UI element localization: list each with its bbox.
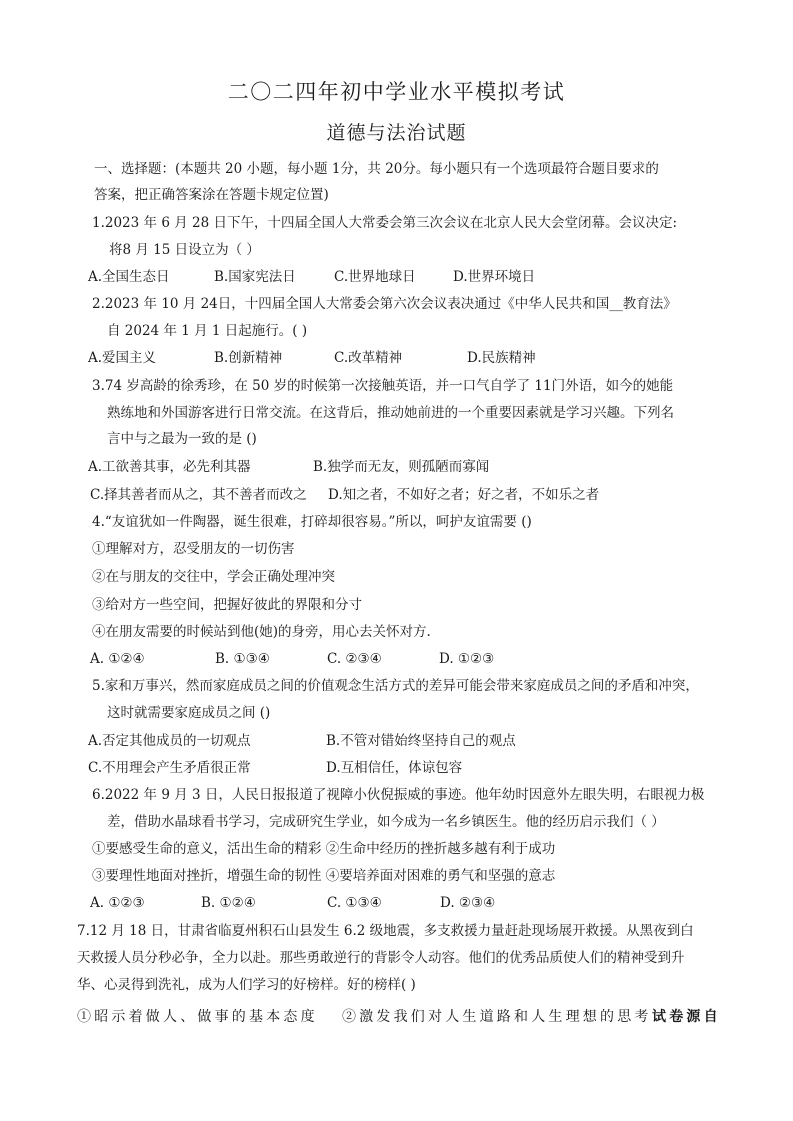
q7-stem-line1: 7.12 月 18 日，甘肃省临夏州积石山县发生 6.2 级地震，多支救援力量赶赴现场展开救援。从黑夜到白 bbox=[77, 923, 694, 939]
q2-stem-line1: 2.2023 年 10 月 24日，十四届全国人大常委会第六次会议表决通过《中华人民共和国__教育法》 bbox=[92, 296, 677, 312]
q3-stem-line3: 言中与之最为一致的是 () bbox=[107, 431, 257, 447]
q6-option-c: C. ①③④ bbox=[327, 895, 382, 911]
q3-option-a: A.工欲善其事，必先利其器 bbox=[88, 459, 251, 475]
section-instruction-line2: 答案，把正确答案涂在答题卡规定位置) bbox=[94, 187, 329, 203]
q1-option-c: C.世界地球日 bbox=[334, 269, 416, 285]
q4-option-a: A. ①②④ bbox=[90, 651, 145, 667]
q3-stem-line2: 熟练地和外国游客进行日常交流。在这背后，推动她前进的一个重要因素就是学习兴趣。下列名 bbox=[107, 405, 674, 421]
q4-option-c: C. ②③④ bbox=[327, 651, 382, 667]
q7-stem-line2: 天救援人员分秒必争，全力以赴。那些勇敢逆行的背影令人动容。他们的优秀品质使人们的精神受到升 bbox=[77, 950, 685, 966]
q4-option-d: D. ①②③ bbox=[439, 651, 495, 667]
q6-option-a: A. ①②③ bbox=[90, 895, 145, 911]
watermark-text: 试卷源自 bbox=[652, 1009, 721, 1025]
q4-item-3: ③给对方一些空间，把握好彼此的界限和分寸 bbox=[92, 597, 362, 613]
q6-items-line2: ③要理性地面对挫折，增强生命的韧性 ④要培养面对困难的勇气和坚强的意志 bbox=[92, 868, 556, 884]
q1-option-a: A.全国生态日 bbox=[88, 269, 170, 285]
q1-stem-line1: 1.2023 年 6 月 28 日下午，十四届全国人大常委会第三次会议在北京人民大会堂闭幕。会议决定: bbox=[92, 215, 678, 231]
q6-option-b: B. ①②④ bbox=[201, 895, 256, 911]
q6-stem-line2: 差，借助水晶球看书学习，完成研究生学业，如今成为一名乡镇医生。他的经历启示我们（ ） bbox=[107, 814, 665, 830]
q5-stem-line1: 5.家和万事兴，然而家庭成员之间的价值观念生活方式的差异可能会带来家庭成员之间的矛盾和冲突， bbox=[92, 678, 699, 694]
q2-option-b: B.创新精神 bbox=[214, 350, 283, 366]
q2-option-c: C.改革精神 bbox=[334, 350, 403, 366]
q3-stem-line1: 3.74 岁高龄的徐秀珍，在 50 岁的时候第一次接触英语，并一口气自学了 11门外语，如今的她能 bbox=[92, 378, 674, 394]
q2-option-a: A.爱国主义 bbox=[88, 350, 157, 366]
q5-option-d: D.互相信任，体谅包容 bbox=[326, 760, 463, 776]
q1-stem-line2: 将8 月 15 日设立为（ ） bbox=[109, 242, 260, 258]
exam-title: 二〇二四年初中学业水平模拟考试 bbox=[227, 80, 566, 104]
q3-option-c: C.择其善者而从之，其不善者而改之 bbox=[90, 487, 307, 503]
q6-items-line1: ①要感受生命的意义，活出生命的精彩 ②生命中经历的挫折越多越有利于成功 bbox=[92, 841, 556, 857]
q1-option-b: B.国家宪法日 bbox=[214, 269, 296, 285]
q1-option-d: D.世界环境日 bbox=[453, 269, 536, 285]
q2-stem-line2: 自 2024 年 1 月 1 日起施行。( ) bbox=[107, 323, 308, 339]
q3-option-b: B.独学而无友，则孤陋而寡闻 bbox=[313, 459, 490, 475]
q2-option-d: D.民族精神 bbox=[467, 350, 536, 366]
q5-stem-line2: 这时就需要家庭成员之间 () bbox=[107, 705, 271, 721]
q5-option-b: B.不管对错始终坚持自己的观点 bbox=[326, 733, 516, 749]
q4-stem: 4.“友谊犹如一件陶器，诞生很难，打碎却很容易。”所以，呵护友谊需要 () bbox=[92, 514, 532, 530]
q4-option-b: B. ①③④ bbox=[215, 651, 270, 667]
q5-option-a: A.否定其他成员的一切观点 bbox=[88, 733, 251, 749]
q6-option-d: D. ②③④ bbox=[440, 895, 496, 911]
q5-option-c: C.不用理会产生矛盾很正常 bbox=[88, 760, 251, 776]
q7-item-1: ①昭示着做人、做事的基本态度 bbox=[77, 1009, 318, 1025]
q7-item-2: ②激发我们对人生道路和人生理想的思考 bbox=[342, 1009, 652, 1025]
q4-item-2: ②在与朋友的交往中，学会正确处理冲突 bbox=[92, 569, 335, 585]
q4-item-1: ①理解对方，忍受朋友的一切伤害 bbox=[92, 541, 295, 557]
section-instruction-line1: 一、选择题：(本题共 20 小题，每小题 1分，共 20分。每小题只有一个选项最符合题目要求的 bbox=[94, 161, 659, 177]
q3-option-d: D.知之者，不如好之者；好之者，不如乐之者 bbox=[328, 487, 600, 503]
q7-stem-line3: 华、心灵得到洗礼，成为人们学习的好榜样。好的榜样( ) bbox=[77, 977, 416, 993]
exam-subtitle: 道德与法治试题 bbox=[326, 122, 467, 144]
q4-item-4: ④在朋友需要的时候站到他(她)的身旁，用心去关怀对方. bbox=[92, 624, 431, 640]
q6-stem-line1: 6.2022 年 9 月 3 日，人民日报报道了视障小伙倪振威的事迹。他年幼时因意外左眼失明，右眼视力极 bbox=[92, 787, 705, 803]
